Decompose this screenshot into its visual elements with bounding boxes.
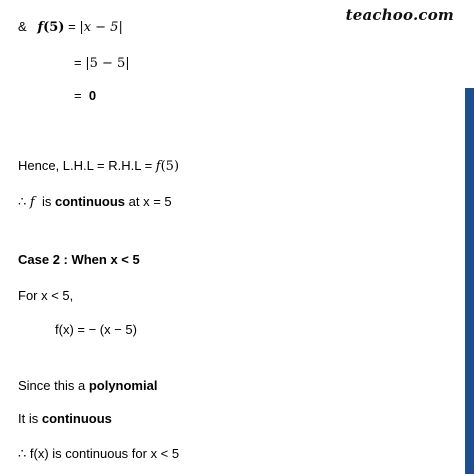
line-it-is (18, 411, 112, 427)
equals-sign: = (74, 88, 82, 103)
hence-text: Hence, L.H.L = R.H.L = (18, 158, 153, 173)
line-for (18, 288, 73, 304)
ampersand: & (18, 19, 27, 34)
function-argument: (5) (160, 159, 180, 174)
line-hence (18, 158, 179, 175)
line-final (18, 446, 179, 462)
line-since (18, 378, 157, 394)
fx-expression: f(x) = − (x − 5) (55, 322, 137, 337)
abs-substituted: |5 − 5| (85, 56, 130, 71)
line-conclusion (18, 194, 172, 211)
conclusion-rest: at x = 5 (128, 194, 172, 209)
equals-sign: = (68, 19, 76, 34)
case-title: Case 2 : When x < 5 (18, 252, 140, 267)
result-value: 0 (88, 88, 97, 103)
accent-side-bar (465, 88, 474, 474)
function-symbol: f (29, 195, 35, 210)
function-symbol: f (155, 159, 161, 174)
line-f5-definition (18, 19, 123, 36)
it-text: It is (18, 411, 39, 426)
case-heading (18, 252, 140, 268)
since-text: Since this a (18, 378, 86, 393)
for-text: For x < 5, (18, 288, 74, 303)
line-result (74, 88, 96, 104)
continuous-bold: continuous (54, 194, 126, 209)
final-text: f(x) is continuous for x < 5 (29, 446, 180, 461)
polynomial-bold: polynomial (88, 378, 158, 393)
conclusion-is: is (41, 194, 52, 209)
continuous-bold: continuous (41, 411, 112, 426)
function-argument: (5) (43, 20, 65, 35)
abs-expression: |x − 5| (79, 20, 123, 35)
line-substitution (74, 55, 130, 72)
equals-sign: = (74, 55, 82, 70)
therefore-symbol: ∴ (18, 194, 27, 209)
line-fx (55, 322, 137, 338)
therefore-symbol: ∴ (18, 446, 27, 461)
function-symbol: f (37, 20, 44, 35)
teachoo-logo: teachoo.com (345, 6, 454, 24)
